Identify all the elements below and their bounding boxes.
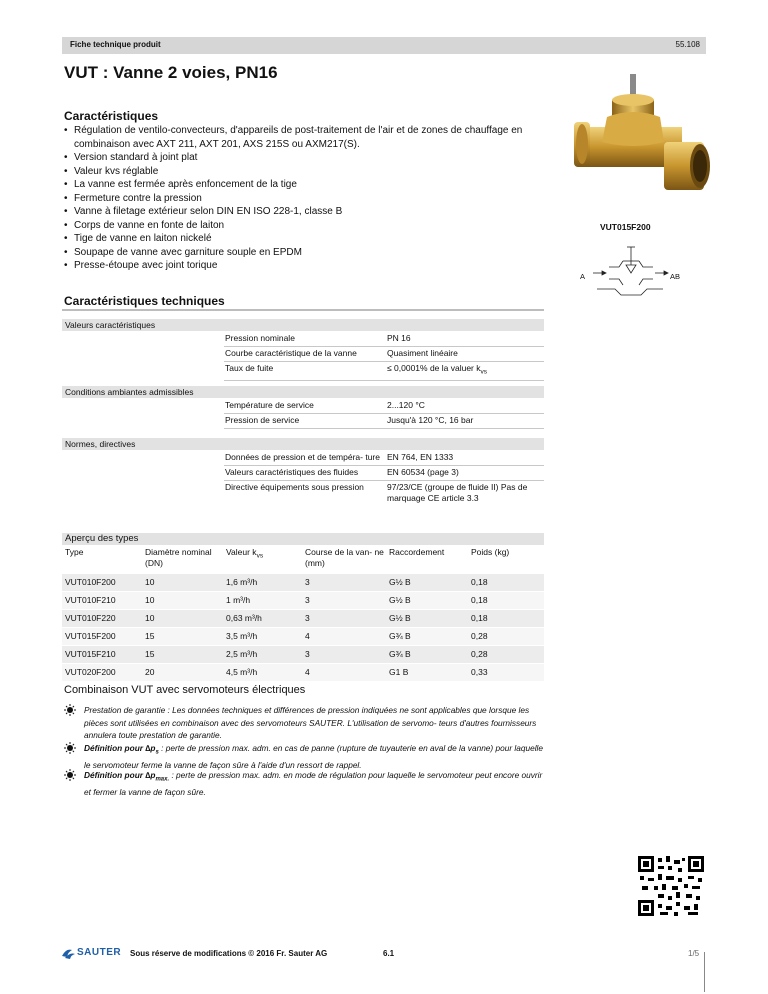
cell: 10 (142, 592, 223, 610)
feature-item: • Valeur kvs réglable (64, 165, 554, 179)
cell: 0,28 (468, 628, 544, 646)
cell: 3 (302, 610, 386, 628)
cell: G¾ B (386, 628, 468, 646)
cell: 0,18 (468, 574, 544, 592)
kv-value: 2...120 °C (387, 400, 425, 410)
types-title: Aperçu des types (62, 533, 544, 545)
note-body (84, 742, 544, 772)
kv-key: Température de service (225, 400, 314, 410)
port-ab-label: AB (670, 272, 681, 281)
qr-code[interactable] (638, 856, 704, 916)
cell: VUT015F200 (62, 628, 142, 646)
header-section: Fiche technique produit (70, 40, 161, 49)
note-subscript: s (155, 749, 159, 756)
kv-table-values (224, 332, 544, 381)
feature-item: • La vanne est fermée après enfoncement de la tige (64, 178, 554, 192)
col-header: Raccordement (389, 547, 445, 557)
cell: 0,63 m³/h (223, 610, 302, 628)
cell: 10 (142, 574, 223, 592)
table-row (62, 592, 544, 610)
section-title: Conditions ambiantes admissibles (65, 387, 194, 397)
col-header: Poids (kg) (471, 547, 510, 557)
kv-key: Pression de service (225, 415, 300, 425)
kv-value: Jusqu'à 120 °C, 16 bar (387, 415, 474, 425)
kv-subscript: vs (480, 368, 487, 376)
feature-item: • Fermeture contre la pression (64, 192, 554, 206)
kv-value: Quasiment linéaire (387, 348, 458, 358)
feature-item: • Vanne à filetage extérieur selon DIN EN ISO 228-1, classe B (64, 205, 554, 219)
page-title: VUT : Vanne 2 voies, PN16 (64, 63, 278, 82)
cell: 4 (302, 628, 386, 646)
hint-icon (64, 742, 78, 754)
table-row (62, 646, 544, 664)
kv-value-text: ≤ 0,0001% de la valuer k (387, 363, 481, 373)
kv-row (224, 451, 544, 466)
types-table (62, 545, 544, 681)
kv-key: Courbe caractéristique de la vanne (225, 348, 357, 358)
col-header: Diamètre nominal (DN) (145, 547, 212, 568)
feature-item: • Soupape de vanne avec garniture souple en EPDM (64, 246, 554, 260)
section-title: Valeurs caractéristiques (65, 320, 156, 330)
note-text: : perte de pression max. adm. en cas de panne (rupture de tuyauterie en aval de la vanne) pour laquelle le servomoteur ferme la vanne de façon sûre à l'aide d'un ressort de rappel. (84, 743, 543, 771)
combination-heading: Combinaison VUT avec servomoteurs électriques (64, 684, 306, 696)
cell: 15 (142, 628, 223, 646)
footer-notice: Sous réserve de modifications © 2016 Fr. Sauter AG (130, 949, 328, 958)
header-bar (62, 37, 706, 54)
cell: 3 (302, 646, 386, 664)
table-row (62, 610, 544, 628)
header-code: 55.108 (675, 40, 700, 49)
cell: 4 (302, 664, 386, 682)
cell: 0,18 (468, 592, 544, 610)
footer-version: 6.1 (383, 949, 395, 958)
cell: 0,28 (468, 646, 544, 664)
kv-key: Pression nominale (225, 333, 295, 343)
valve-symbol-diagram (575, 243, 685, 298)
feature-item: • Presse-étoupe avec joint torique (64, 259, 554, 273)
product-caption: VUT015F200 (600, 222, 651, 232)
note-dpmax (64, 769, 544, 799)
port-a-label: A (580, 272, 586, 281)
section-bar-conditions (62, 386, 544, 398)
cell: 3 (302, 574, 386, 592)
cell: VUT015F210 (62, 646, 142, 664)
kv-row (224, 362, 544, 381)
cell: 2,5 m³/h (223, 646, 302, 664)
cell: G½ B (386, 574, 468, 592)
cell: 1 m³/h (223, 592, 302, 610)
features-list (64, 124, 554, 273)
cell: VUT010F200 (62, 574, 142, 592)
cell: 15 (142, 646, 223, 664)
kv-key: Taux de fuite (225, 363, 274, 373)
kv-row (224, 347, 544, 362)
cell: VUT010F210 (62, 592, 142, 610)
cell: 0,33 (468, 664, 544, 682)
cell: G½ B (386, 592, 468, 610)
cell: 4,5 m³/h (223, 664, 302, 682)
note-bold: Définition pour ∆p (84, 743, 156, 753)
kv-table-norms (224, 451, 544, 506)
kv-row (224, 466, 544, 481)
note-body (84, 769, 544, 799)
brand-name: SAUTER (77, 947, 122, 958)
cell: 1,6 m³/h (223, 574, 302, 592)
cell: 10 (142, 610, 223, 628)
kv-key: Données de pression et de tempéra- ture (225, 452, 380, 462)
footer-divider (704, 952, 705, 992)
section-title: Normes, directives (65, 439, 136, 449)
heading-rule (62, 309, 544, 311)
note-bold: Définition pour ∆p (84, 770, 156, 780)
cell: VUT010F220 (62, 610, 142, 628)
col-header: Type (65, 547, 84, 557)
feature-item: • Tige de vanne en laiton nickelé (64, 232, 554, 246)
cell: G1 B (386, 664, 468, 682)
types-header-row (62, 545, 544, 574)
note-subscript: max. (155, 776, 170, 783)
hint-icon (64, 704, 78, 716)
section-bar-norms (62, 438, 544, 450)
note-text: : perte de pression max. adm. en mode de régulation pour laquelle le servomoteur peut encore ouvrir et fermer la vanne de façon sûre. (84, 770, 543, 798)
table-row (62, 574, 544, 592)
cell: G¾ B (386, 646, 468, 664)
valve-product-image (572, 72, 712, 197)
col-header (223, 545, 302, 574)
cell: 3 (302, 592, 386, 610)
col-header: Course de la van- ne (mm) (305, 547, 384, 568)
col-header-subscript: vs (256, 552, 264, 560)
cell: G½ B (386, 610, 468, 628)
feature-item: • Régulation de ventilo-convecteurs, d'appareils de post-traitement de l'air et de zones de chauffage en combinaison avec AXT 211, AXT 201, AXS 215S ou AXM217(S). (64, 124, 554, 151)
note-dps (64, 742, 544, 772)
features-heading: Caractéristiques (64, 109, 159, 123)
feature-item: • Corps de vanne en fonte de laiton (64, 219, 554, 233)
cell: 0,18 (468, 610, 544, 628)
section-bar-values (62, 319, 544, 331)
kv-row (224, 332, 544, 347)
cell: 3,5 m³/h (223, 628, 302, 646)
kv-table-conditions (224, 399, 544, 429)
kv-key: Valeurs caractéristiques des fluides (225, 467, 359, 477)
note-text: Prestation de garantie : Les données techniques et différences de pression indiquées ne sont applicables que lorsque les pièces sont utilisées en combinaison avec des servomoteurs SAUTER. L'utilisation de servomo- teurs d'autres fournisseurs annulera toute prestation de garantie. (84, 705, 537, 740)
cell: VUT020F200 (62, 664, 142, 682)
kv-value: 97/23/CE (groupe de fluide II) Pas de marquage CE article 3.3 (387, 482, 528, 503)
cell: 20 (142, 664, 223, 682)
kv-key: Directive équipements sous pression (225, 482, 364, 492)
table-row (62, 628, 544, 646)
kv-row (224, 399, 544, 414)
tech-heading: Caractéristiques techniques (64, 294, 225, 308)
types-table-block (62, 533, 544, 681)
kv-value: EN 60534 (page 3) (387, 467, 459, 477)
kv-value: EN 764, EN 1333 (387, 452, 454, 462)
note-warranty (64, 704, 544, 742)
kv-value: PN 16 (387, 333, 411, 343)
kv-row (224, 414, 544, 429)
footer-page: 1/5 (688, 949, 700, 958)
sauter-logo (62, 946, 120, 965)
kv-value (387, 362, 544, 380)
col-header-text: Valeur k (226, 547, 257, 557)
feature-item: • Version standard à joint plat (64, 151, 554, 165)
kv-row (224, 481, 544, 506)
hint-icon (64, 769, 78, 781)
table-row (62, 664, 544, 682)
